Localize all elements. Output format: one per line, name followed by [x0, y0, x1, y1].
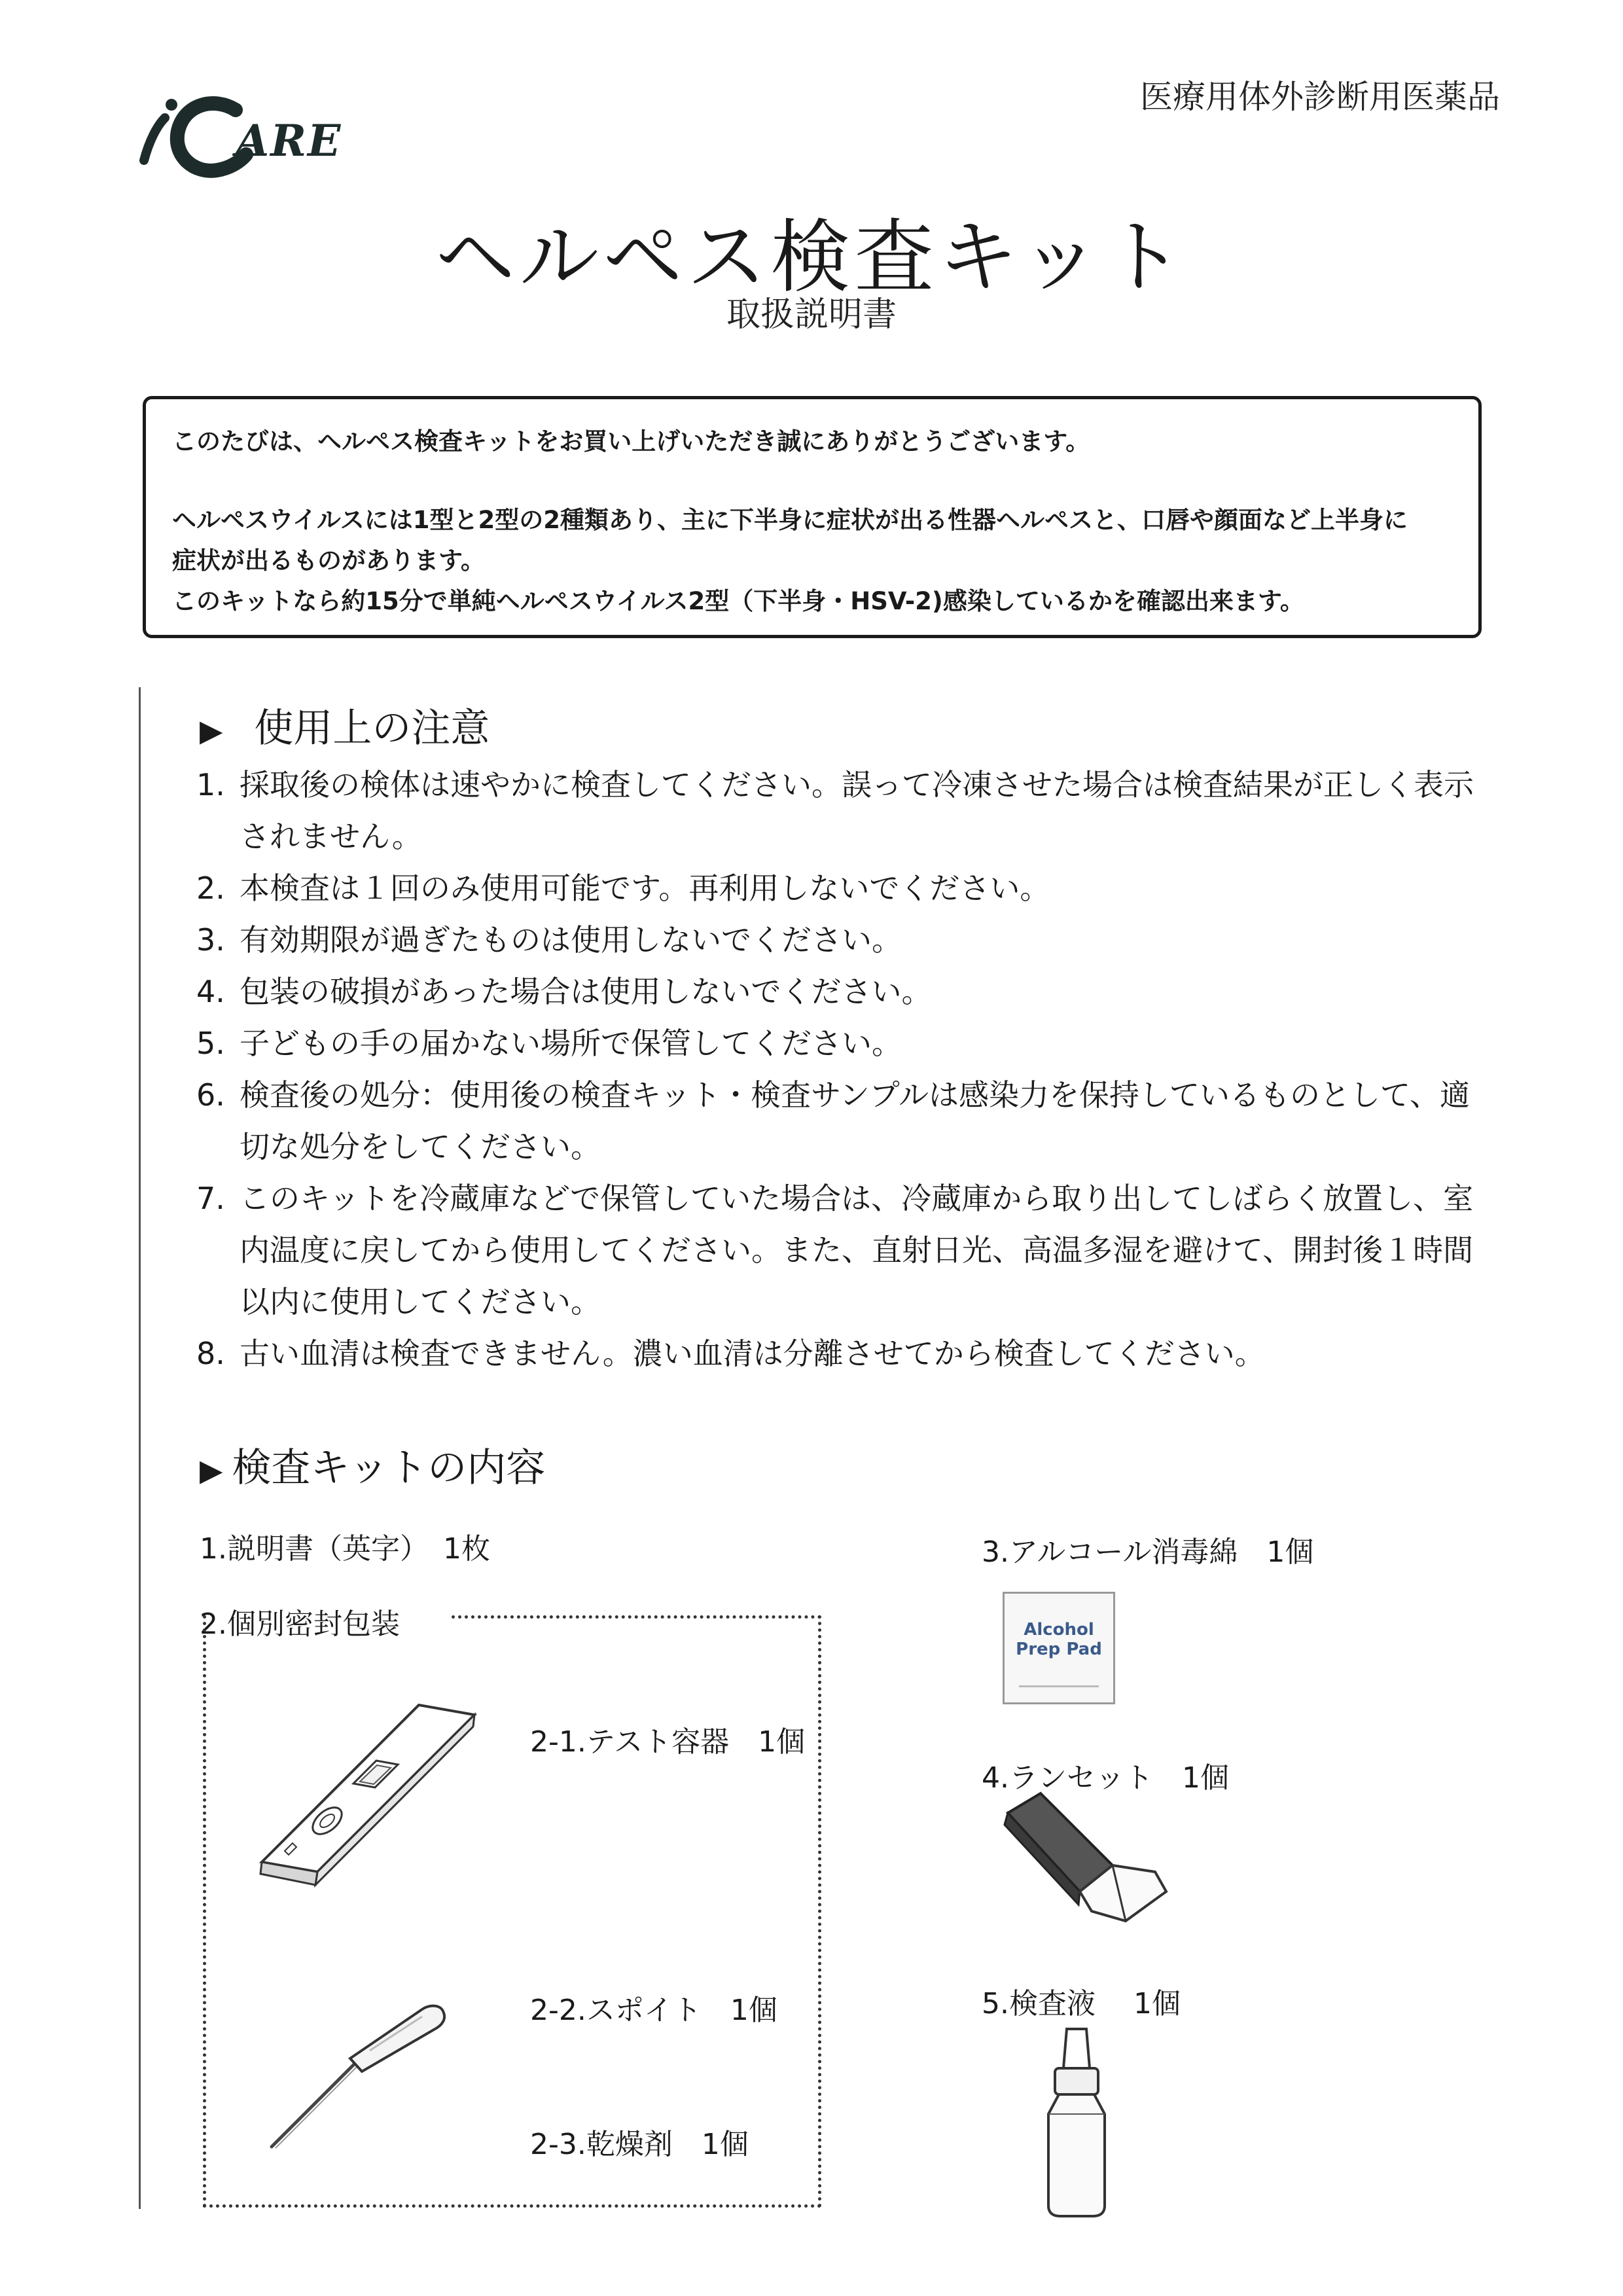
item-text: 採取後の検体は速やかに検査してください。誤って冷凍させた場合は検査結果が正しく表示されません。	[240, 767, 1474, 854]
document-subtitle: 取扱説明書	[726, 295, 897, 334]
intro-box	[143, 396, 1482, 638]
item-text: 包装の破損があった場合は使用しないでください。	[240, 974, 932, 1009]
item-text: 古い血清は検査できません。濃い血清は分離させてから検査してください。	[240, 1336, 1265, 1371]
alcohol-pad-label: Alcohol	[1024, 1620, 1094, 1640]
document-title: ヘルペス検査キット	[435, 211, 1188, 304]
item-lancet: 4.ランセット 1個	[982, 1761, 1229, 1795]
precautions-heading-text: 使用上の注意	[254, 706, 490, 751]
intro-line: ヘルペスウイルスには1型と2型の2種類あり、主に下半身に症状が出る性器ヘルペスと、口唇や顔面など上半身に	[172, 506, 1408, 534]
item-alcohol-pad: 3.アルコール消毒綿 1個	[982, 1535, 1314, 1569]
list-item	[196, 1173, 1489, 1328]
contents-heading-text: 検査キットの内容	[232, 1445, 546, 1491]
list-item	[196, 966, 1489, 1018]
buffer-bottle-icon	[1027, 2022, 1126, 2219]
alcohol-pad-icon	[1003, 1592, 1115, 1704]
item-number: 2.	[196, 870, 225, 906]
alcohol-pad-label: Prep Pad	[1016, 1640, 1102, 1659]
icare-logo	[137, 79, 373, 190]
list-item	[196, 1018, 1489, 1069]
item-desiccant: 2-3.乾燥剤 1個	[530, 2128, 749, 2161]
logo-text: ARE	[236, 115, 342, 166]
dropper-icon	[259, 1973, 461, 2163]
intro-line: このキットなら約15分で単純ヘルペスウイルス2型（下半身・HSV-2)感染しているかを確認出来ます。	[172, 587, 1304, 615]
precautions-list	[196, 759, 1489, 1380]
logo-mark	[144, 99, 246, 171]
precautions-heading	[200, 697, 490, 753]
item-number: 4.	[196, 974, 225, 1009]
intro-line: このたびは、ヘルペス検査キットをお買い上げいただき誠にありがとうございます。	[172, 427, 1090, 456]
item-number: 7.	[196, 1181, 225, 1216]
test-cassette-icon	[255, 1695, 484, 1918]
list-item	[196, 759, 1489, 863]
item-text: 有効期限が過ぎたものは使用しないでください。	[240, 922, 902, 958]
product-category: 医療用体外診断用医薬品	[1140, 78, 1500, 116]
item-number: 6.	[196, 1077, 225, 1113]
item-text: 検査後の処分：使用後の検査キット・検査サンプルは感染力を保持しているものとして、適切な処分をしてください。	[240, 1077, 1471, 1164]
alcohol-pad-fineprint	[1019, 1685, 1099, 1687]
list-item	[196, 863, 1489, 914]
item-text: 本検査は１回のみ使用可能です。再利用しないでください。	[240, 870, 1050, 906]
item-test-device: 2-1.テスト容器 1個	[530, 1725, 806, 1759]
item-number: 1.	[196, 767, 225, 802]
item-number: 5.	[196, 1026, 225, 1061]
triangle-bullet-icon: ▶	[200, 713, 223, 749]
item-dropper: 2-2.スポイト 1個	[530, 1994, 777, 2027]
list-item	[196, 914, 1489, 966]
list-item	[196, 1328, 1489, 1380]
item-text: このキットを冷蔵庫などで保管していた場合は、冷蔵庫から取り出してしばらく放置し、室内温度に戻してから使用してください。また、直射日光、高温多湿を避けて、開封後１時間以内に使用してください。	[240, 1181, 1474, 1319]
margin-rule	[139, 687, 141, 2209]
contents-heading	[200, 1437, 545, 1493]
intro-line: 症状が出るものがあります。	[172, 547, 486, 575]
item-number: 3.	[196, 922, 225, 958]
item-buffer: 5.検査液 1個	[982, 1987, 1181, 2020]
list-item	[196, 1069, 1489, 1173]
item-text: 子どもの手の届かない場所で保管してください。	[240, 1026, 902, 1061]
lancet-icon	[995, 1787, 1171, 1937]
triangle-bullet-icon: ▶	[200, 1452, 223, 1488]
item-sealed-pack: 2.個別密封包装	[200, 1607, 400, 1641]
item-instructions: 1.説明書（英字） 1枚	[200, 1532, 490, 1566]
item-number: 8.	[196, 1336, 225, 1371]
